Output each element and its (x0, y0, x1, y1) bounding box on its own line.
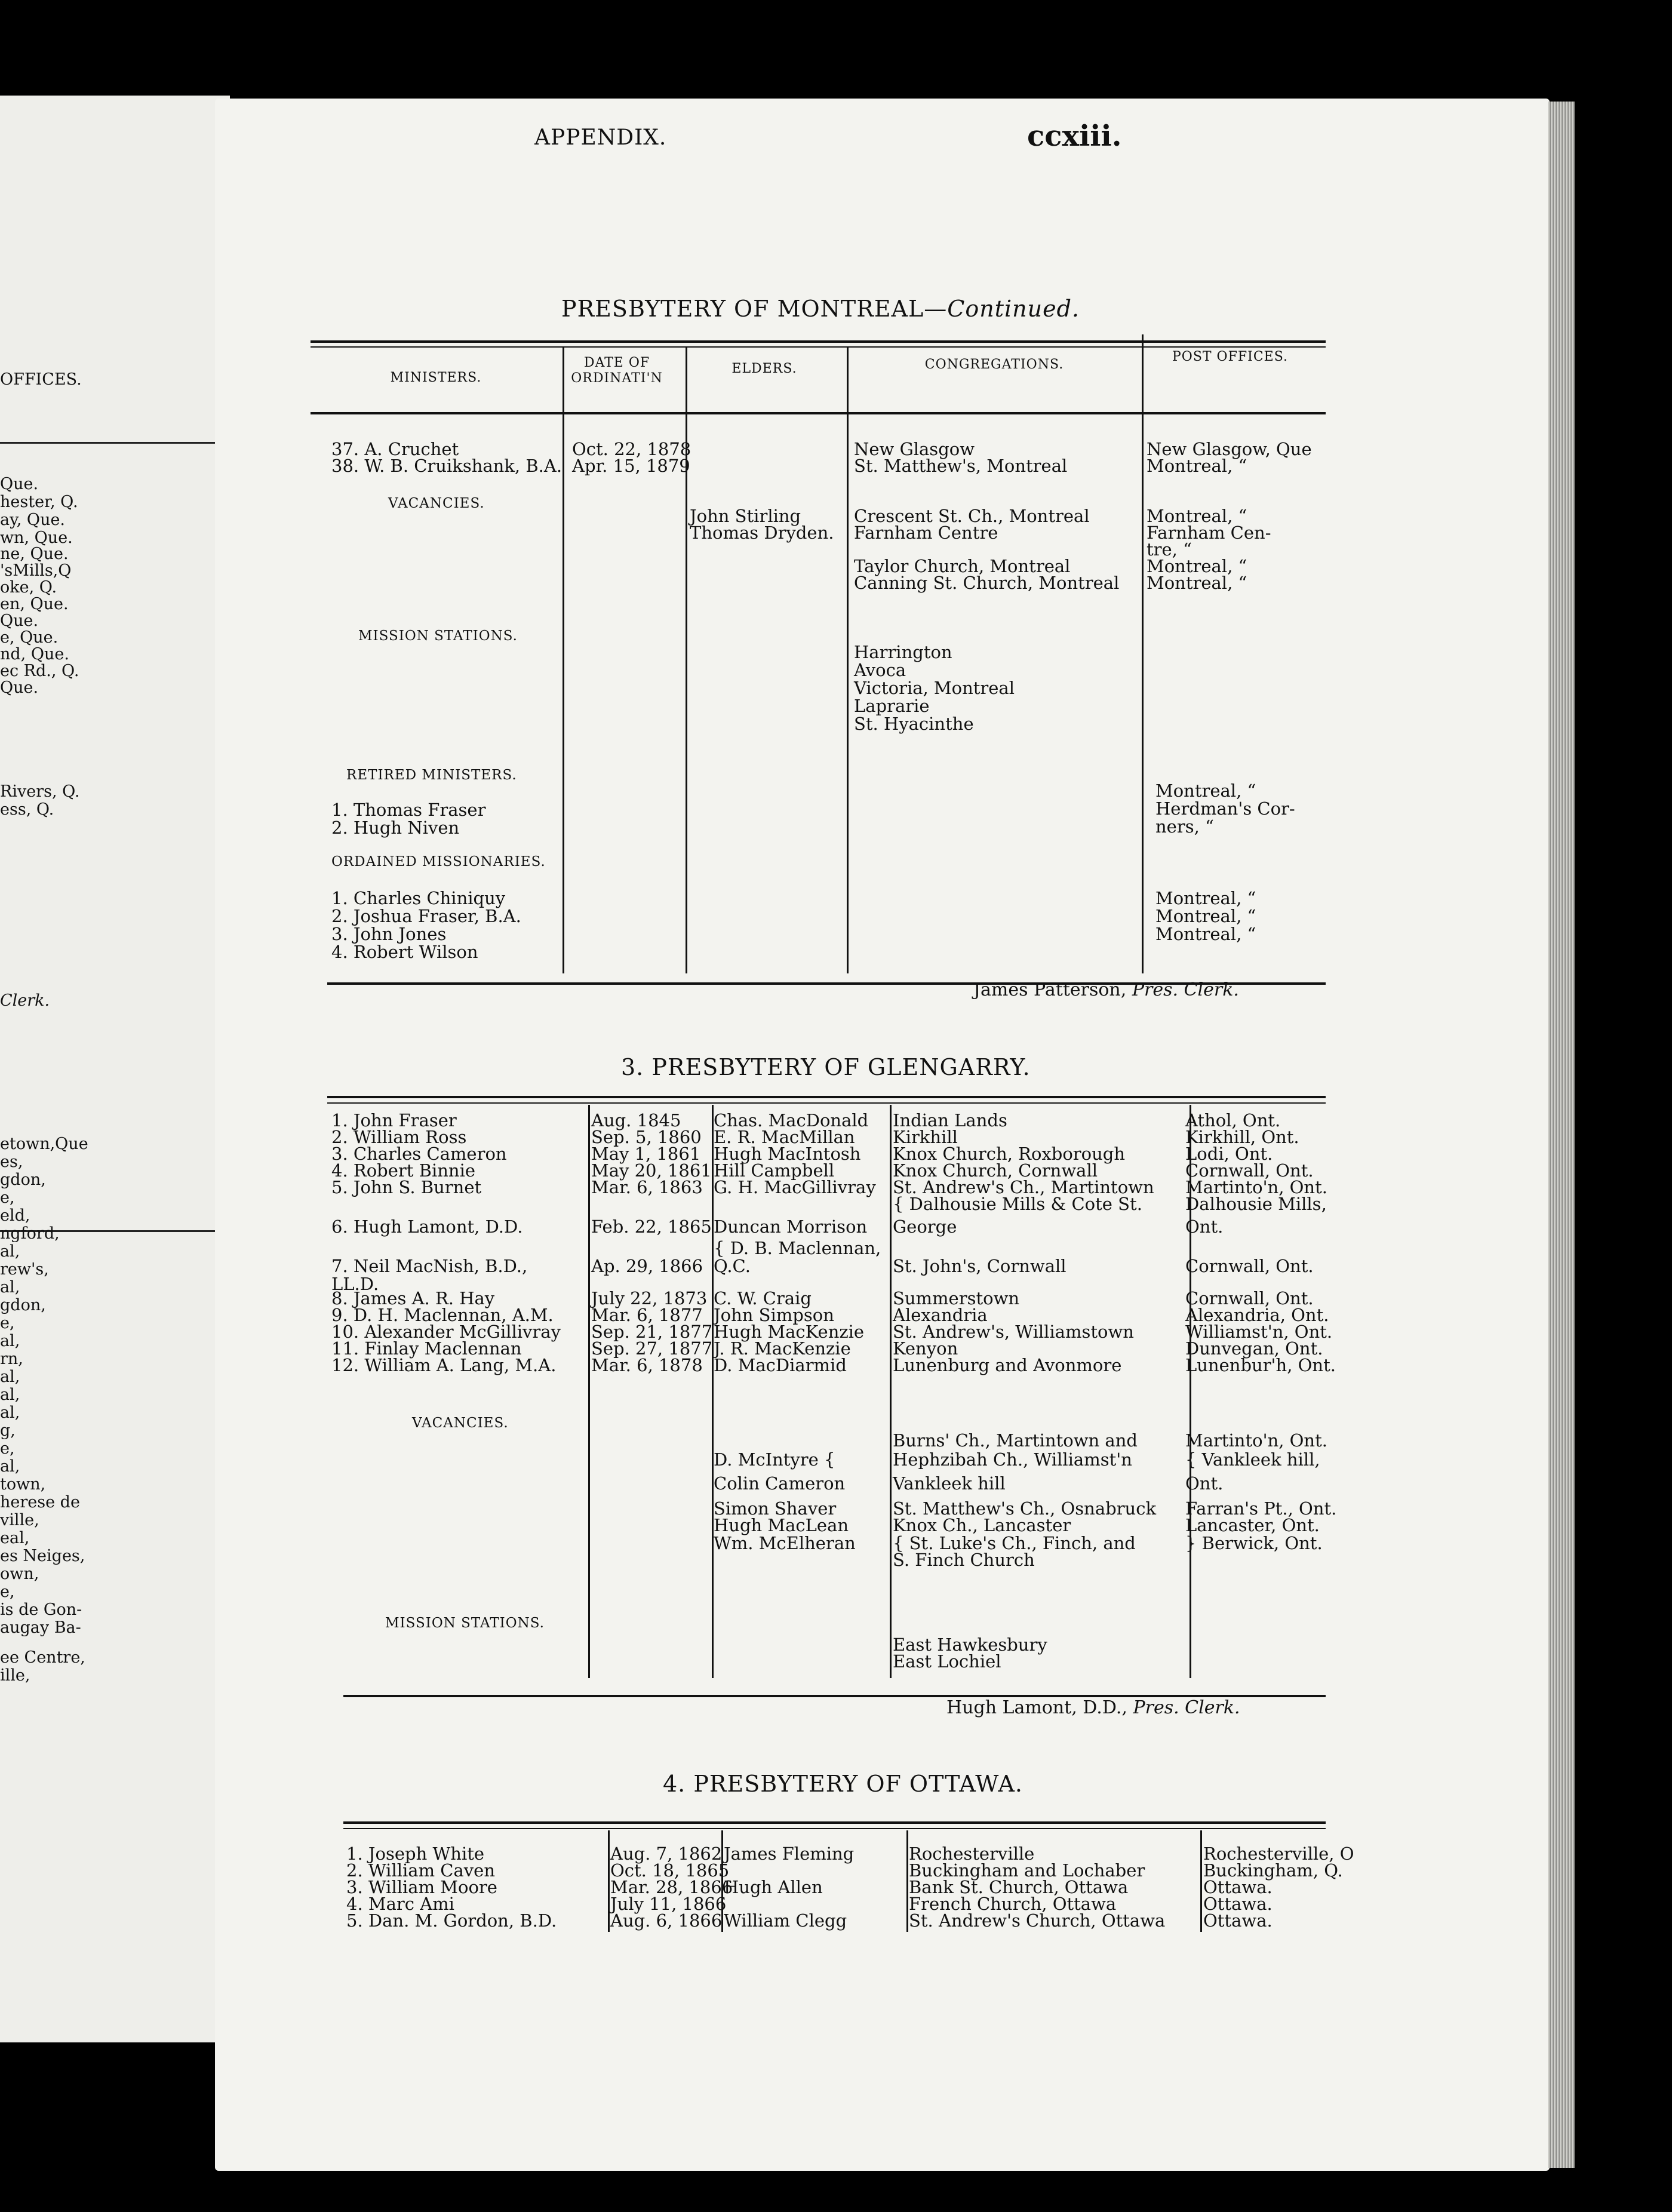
elder-name: Hugh Allen (724, 1877, 823, 1897)
congregation-name: Farnham Centre (854, 523, 998, 543)
ordained-missionary: 3. John Jones (331, 924, 447, 944)
post-office: Farnham Cen- (1147, 523, 1271, 543)
ordination-date: May 20, 1861 (591, 1160, 712, 1181)
congregation-name: Summerstown (893, 1288, 1020, 1308)
minister-name: 9. D. H. Maclennan, A.M. (331, 1305, 554, 1325)
post-office: Dalhousie Mills, (1185, 1194, 1327, 1214)
elder-name: G. H. MacGillivray (714, 1177, 876, 1197)
ottawa-title: 4. PRESBYTERY OF OTTAWA. (663, 1771, 1023, 1797)
ordination-date: Aug. 6, 1866 (610, 1910, 723, 1931)
elder-name: E. R. MacMillan (714, 1127, 855, 1147)
previous-page-text: herese de (0, 1493, 80, 1511)
previous-page-text: en, Que. (0, 595, 69, 613)
previous-page-text: ngford, (0, 1224, 60, 1243)
post-office: ners, “ (1155, 816, 1214, 837)
page-number: ccxiii. (1027, 119, 1122, 153)
congregation-name: Crescent St. Ch., Montreal (854, 506, 1090, 526)
congregation-name: Alexandria (893, 1305, 988, 1325)
congregation-name: Knox Church, Roxborough (893, 1144, 1126, 1164)
congregation-name: St. Matthew's, Montreal (854, 456, 1068, 476)
post-office: Cornwall, Ont. (1185, 1256, 1314, 1276)
previous-page-text: eal, (0, 1529, 30, 1547)
minister-name: 1. John Fraser (331, 1110, 457, 1130)
post-office: { Vankleek hill, (1185, 1449, 1320, 1470)
elder-name: Hugh MacIntosh (714, 1144, 861, 1164)
congregation-name: S. Finch Church (893, 1550, 1035, 1570)
previous-page-text: ay, Que. (0, 511, 66, 529)
post-office: Montreal, “ (1155, 781, 1256, 801)
minister-name: 2. William Caven (346, 1860, 495, 1881)
minister-name: 7. Neil MacNish, B.D., (331, 1256, 528, 1276)
previous-page-text: ec Rd., Q. (0, 662, 79, 680)
congregation-name: Kenyon (893, 1338, 958, 1359)
post-office: Buckingham, Q. (1203, 1860, 1343, 1881)
elder-name: Chas. MacDonald (714, 1110, 869, 1130)
minister-name: 1. Joseph White (346, 1844, 485, 1864)
ordained-missionary: 2. Joshua Fraser, B.A. (331, 906, 521, 926)
congregation-name: George (893, 1216, 957, 1237)
page-edge-stack (1548, 102, 1575, 2168)
prev-page-rule (0, 442, 230, 444)
mission-station: St. Hyacinthe (854, 714, 974, 734)
congregation-name: Rochesterville (909, 1844, 1035, 1864)
minister-name: 3. William Moore (346, 1877, 497, 1897)
previous-page-text: gdon, (0, 1296, 46, 1314)
ordination-date: Mar. 28, 1866 (610, 1877, 733, 1897)
previous-page-text: Que. (0, 678, 39, 697)
elder-name: Hugh MacLean (714, 1515, 849, 1535)
elder-name: Thomas Dryden. (690, 523, 834, 543)
congregation-name: Buckingham and Lochaber (909, 1860, 1145, 1881)
ordination-date: July 11, 1866 (610, 1894, 727, 1914)
congregation-name: Lunenburg and Avonmore (893, 1355, 1122, 1375)
mission-station: Victoria, Montreal (854, 678, 1015, 698)
previous-page-text: oke, Q. (0, 578, 57, 597)
previous-page-text: ille, (0, 1666, 30, 1685)
header-congregations: CONGREGATIONS. (924, 357, 1064, 372)
congregation-name: St. John's, Cornwall (893, 1256, 1066, 1276)
minister-name: 10. Alexander McGillivray (331, 1322, 561, 1342)
montreal-title (561, 296, 1080, 322)
previous-page-text: Clerk. (0, 991, 50, 1010)
table-rule (327, 1102, 1326, 1104)
post-office: New Glasgow, Que (1147, 439, 1312, 459)
post-office: Montreal, “ (1147, 456, 1247, 476)
post-office: Montreal, “ (1155, 906, 1256, 926)
post-office: Montreal, “ (1155, 924, 1256, 944)
elder-name: Q.C. (714, 1256, 751, 1276)
elder-name: D. MacDiarmid (714, 1355, 847, 1375)
congregation-name: St. Matthew's Ch., Osnabruck (893, 1498, 1157, 1519)
post-office: Kirkhill, Ont. (1185, 1127, 1299, 1147)
previous-page-text: nd, Que. (0, 645, 69, 663)
minister-name: 37. A. Cruchet (331, 439, 459, 459)
congregation-name: Knox Church, Cornwall (893, 1160, 1098, 1181)
clerk-name: James Patterson, (973, 979, 1127, 1000)
previous-page-text: rn, (0, 1350, 23, 1368)
previous-page-text: e, (0, 1188, 15, 1207)
previous-page-text: 'sMills,Q (0, 561, 72, 580)
post-office: Montreal, “ (1147, 556, 1247, 576)
post-office: Cornwall, Ont. (1185, 1160, 1314, 1181)
minister-name: 3. Charles Cameron (331, 1144, 507, 1164)
previous-page-text: ess, Q. (0, 800, 54, 819)
previous-page-text: es, (0, 1153, 23, 1171)
minister-name: 2. William Ross (331, 1127, 467, 1147)
ordained-missionary: 1. Charles Chiniquy (331, 888, 506, 908)
post-office: Farran's Pt., Ont. (1185, 1498, 1337, 1519)
column-divider (890, 1105, 892, 1678)
elder-name: D. McIntyre { (714, 1449, 835, 1470)
elder-name: John Simpson (714, 1305, 834, 1325)
previous-page-text: al, (0, 1368, 20, 1386)
minister-name: 8. James A. R. Hay (331, 1288, 495, 1308)
post-office: } Berwick, Ont. (1185, 1533, 1323, 1553)
montreal-clerk (973, 979, 1239, 1000)
ordination-date: Mar. 6, 1878 (591, 1355, 703, 1375)
previous-page-text: wn, Que. (0, 529, 73, 547)
post-office: Montreal, “ (1147, 506, 1247, 526)
glengarry-clerk (946, 1697, 1240, 1718)
previous-page-text: etown,Que (0, 1135, 88, 1153)
retired-minister: 1. Thomas Fraser (331, 800, 486, 820)
section-label: VACANCIES. (388, 496, 485, 511)
minister-name: 5. Dan. M. Gordon, B.D. (346, 1910, 557, 1931)
ordination-date: Apr. 15, 1879 (572, 456, 690, 476)
previous-page-text: al, (0, 1278, 20, 1297)
elder-name: Hill Campbell (714, 1160, 835, 1181)
ordained-missionary: 4. Robert Wilson (331, 942, 478, 962)
post-office: Ottawa. (1203, 1877, 1273, 1897)
congregation-name: Hephzibah Ch., Williamst'n (893, 1449, 1132, 1470)
congregation-name: { Dalhousie Mills & Cote St. (893, 1194, 1142, 1214)
post-office: Williamst'n, Ont. (1185, 1322, 1333, 1342)
elder-name: Duncan Morrison (714, 1216, 868, 1237)
previous-page-text: Que. (0, 612, 39, 630)
post-office: Lodi, Ont. (1185, 1144, 1273, 1164)
table-rule (327, 1096, 1326, 1098)
previous-page-text: gdon, (0, 1170, 46, 1189)
congregation-name: French Church, Ottawa (909, 1894, 1117, 1914)
previous-page-text: e, (0, 1439, 15, 1458)
post-office: Montreal, “ (1155, 888, 1256, 908)
previous-page-text: rew's, (0, 1260, 49, 1279)
ordination-date: Mar. 6, 1863 (591, 1177, 703, 1197)
elder-name: J. R. MacKenzie (714, 1338, 851, 1359)
congregation-name: Canning St. Church, Montreal (854, 573, 1120, 593)
post-office: Ottawa. (1203, 1894, 1273, 1914)
table-rule (343, 1821, 1326, 1824)
elder-name: John Stirling (690, 506, 801, 526)
previous-page-text: town, (0, 1475, 46, 1494)
elder-name: C. W. Craig (714, 1288, 812, 1308)
minister-name: 5. John S. Burnet (331, 1177, 482, 1197)
ordination-date: Mar. 6, 1877 (591, 1305, 703, 1325)
post-office: Lunenbur'h, Ont. (1185, 1355, 1336, 1375)
previous-page-text: Que. (0, 475, 39, 493)
post-office: Alexandria, Ont. (1185, 1305, 1329, 1325)
table-rule (343, 1828, 1326, 1829)
ordination-date: Oct. 18, 1865 (610, 1860, 730, 1881)
column-divider (608, 1830, 610, 1932)
congregation-name: { St. Luke's Ch., Finch, and (893, 1533, 1136, 1553)
previous-page-text: eld, (0, 1206, 30, 1225)
previous-page-text: al, (0, 1332, 20, 1350)
post-office: Ottawa. (1203, 1910, 1273, 1931)
previous-page-text: hester, Q. (0, 493, 78, 511)
previous-page-text: al, (0, 1385, 20, 1404)
previous-page-text: al, (0, 1242, 20, 1261)
table-rule (311, 346, 1326, 348)
mission-station: Harrington (854, 642, 952, 662)
mission-station: East Hawkesbury (893, 1635, 1047, 1655)
ordination-date: Aug. 1845 (591, 1110, 681, 1130)
elder-name: Wm. McElheran (714, 1533, 856, 1553)
retired-minister: 2. Hugh Niven (331, 818, 460, 838)
header-date: DATE OF ORDINATI'N (571, 355, 663, 386)
minister-name: LL.D. (331, 1274, 379, 1294)
section-label: RETIRED MINISTERS. (346, 767, 517, 783)
running-title: APPENDIX. (534, 125, 667, 150)
previous-page-text: augay Ba- (0, 1618, 81, 1637)
congregation-name: Vankleek hill (893, 1473, 1006, 1494)
congregation-name: Kirkhill (893, 1127, 958, 1147)
post-office: Rochesterville, O (1203, 1844, 1354, 1864)
previous-page-fragment (0, 96, 230, 2042)
previous-page-text: Rivers, Q. (0, 782, 80, 801)
table-rule (311, 412, 1326, 414)
column-divider (1142, 334, 1144, 973)
ordination-date: Ap. 29, 1866 (591, 1256, 703, 1276)
previous-page-text: ee Centre, (0, 1648, 85, 1667)
minister-name: 38. W. B. Cruikshank, B.A. (331, 456, 563, 476)
congregation-name: St. Andrew's Church, Ottawa (909, 1910, 1166, 1931)
post-office: Martinto'n, Ont. (1185, 1177, 1327, 1197)
mission-station: Laprarie (854, 696, 930, 716)
previous-page-text: g, (0, 1421, 16, 1440)
clerk-name: Hugh Lamont, D.D., (946, 1697, 1127, 1718)
congregation-name: New Glasgow (854, 439, 975, 459)
table-rule (311, 340, 1326, 343)
header-ministers: MINISTERS. (390, 370, 482, 385)
minister-name: 6. Hugh Lamont, D.D. (331, 1216, 523, 1237)
post-office: Lancaster, Ont. (1185, 1515, 1320, 1535)
elder-name: Simon Shaver (714, 1498, 837, 1519)
ordination-date: Oct. 22, 1878 (572, 439, 691, 459)
congregation-name: St. Andrew's Ch., Martintown (893, 1177, 1154, 1197)
congregation-name: Indian Lands (893, 1110, 1007, 1130)
post-office: Martinto'n, Ont. (1185, 1430, 1327, 1451)
elder-name: William Clegg (724, 1910, 847, 1931)
column-divider (588, 1105, 590, 1678)
ordination-date: Sep. 21, 1877 (591, 1322, 713, 1342)
clerk-title: Pres. Clerk. (1133, 1697, 1240, 1718)
ordination-date: Feb. 22, 1865 (591, 1216, 712, 1237)
column-divider (563, 346, 564, 973)
elder-name: { D. B. Maclennan, (714, 1238, 881, 1258)
previous-page-text: ne, Que. (0, 545, 69, 563)
previous-page-text: e, (0, 1583, 15, 1601)
elder-name: Hugh MacKenzie (714, 1322, 865, 1342)
minister-name: 4. Marc Ami (346, 1894, 454, 1914)
post-office: Montreal, “ (1147, 573, 1247, 593)
column-divider (1200, 1830, 1202, 1932)
ordination-date: Sep. 27, 1877 (591, 1338, 713, 1359)
elder-name: Colin Cameron (714, 1473, 846, 1494)
mission-station: Avoca (854, 660, 906, 680)
previous-page-text: es Neiges, (0, 1547, 85, 1565)
post-office: Ont. (1185, 1216, 1224, 1237)
congregation-name: Burns' Ch., Martintown and (893, 1430, 1138, 1451)
column-divider (847, 346, 849, 973)
previous-page-text: al, (0, 1403, 20, 1422)
section-label: ORDAINED MISSIONARIES. (331, 854, 546, 870)
clerk-title: Pres. Clerk. (1132, 979, 1239, 1000)
previous-page-text: OFFICES. (0, 370, 82, 389)
post-office: Ont. (1185, 1473, 1224, 1494)
minister-name: 12. William A. Lang, M.A. (331, 1355, 557, 1375)
post-office: tre, “ (1147, 539, 1192, 560)
elder-name: James Fleming (724, 1844, 855, 1864)
ordination-date: May 1, 1861 (591, 1144, 701, 1164)
previous-page-text: al, (0, 1457, 20, 1476)
post-office: Athol, Ont. (1185, 1110, 1281, 1130)
section-label: MISSION STATIONS. (358, 628, 518, 644)
header-post-offices: POST OFFICES. (1172, 349, 1288, 364)
post-office: Dunvegan, Ont. (1185, 1338, 1323, 1359)
ordination-date: Aug. 7, 1862 (610, 1844, 723, 1864)
header-elders: ELDERS. (732, 361, 797, 376)
ordination-date: July 22, 1873 (591, 1288, 708, 1308)
section-label: VACANCIES. (412, 1415, 509, 1431)
previous-page-text: e, (0, 1314, 15, 1332)
congregation-name: Taylor Church, Montreal (854, 556, 1071, 576)
glengarry-title: 3. PRESBYTERY OF GLENGARRY. (621, 1054, 1031, 1080)
previous-page-text: ville, (0, 1511, 39, 1529)
mission-station: East Lochiel (893, 1651, 1001, 1672)
previous-page-text: is de Gon- (0, 1600, 82, 1619)
minister-name: 11. Finlay Maclennan (331, 1338, 522, 1359)
ordination-date: Sep. 5, 1860 (591, 1127, 702, 1147)
congregation-name: St. Andrew's, Williamstown (893, 1322, 1134, 1342)
previous-page-text: e, Que. (0, 628, 59, 647)
congregation-name: Bank St. Church, Ottawa (909, 1877, 1129, 1897)
post-office: Herdman's Cor- (1155, 798, 1295, 819)
section-label: MISSION STATIONS. (385, 1615, 545, 1631)
congregation-name: Knox Ch., Lancaster (893, 1515, 1071, 1535)
post-office: Cornwall, Ont. (1185, 1288, 1314, 1308)
montreal-title-cont: Continued. (947, 296, 1080, 322)
previous-page-text: own, (0, 1565, 39, 1583)
montreal-title-text: PRESBYTERY OF MONTREAL— (561, 296, 948, 322)
column-divider (906, 1830, 908, 1932)
minister-name: 4. Robert Binnie (331, 1160, 476, 1181)
